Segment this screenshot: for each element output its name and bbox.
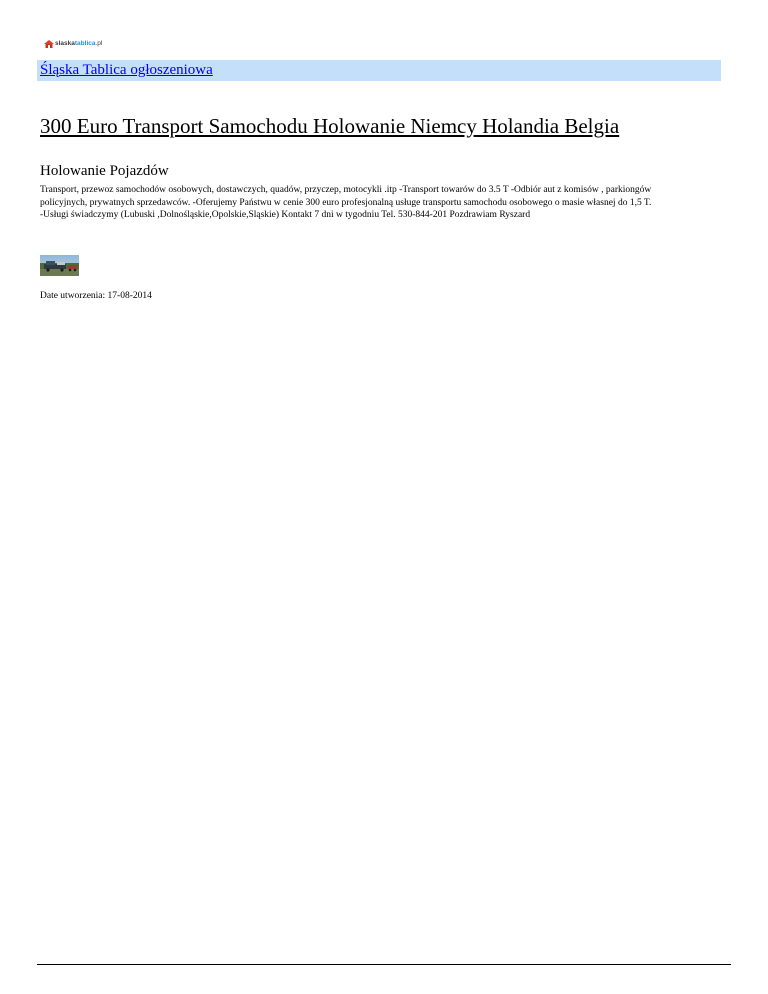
description-line: Transport, przewoz samochodów osobowych, dostawczych, quadów, przyczep, motocykli .itp -Transport towarów do 3.5 T -Odbiór aut z komisów , parkiongów <box>40 185 652 195</box>
site-home-link[interactable]: Śląska Tablica ogłoszeniowa <box>40 62 213 78</box>
description-line: policyjnych, prywatnych sprzedawców. -Oferujemy Państwu w cenie 300 euro profesjonalną usługe transportu samochodu osobowego o masie własnej do 1,5 T. <box>40 197 652 208</box>
logo-text: slaskatablica.pl <box>55 39 103 47</box>
listing-photo-thumbnail[interactable] <box>40 255 79 276</box>
creation-date: Date utworzenia: 17-08-2014 <box>40 291 152 301</box>
description-line: -Usługi świadczymy (Lubuski ,Dolnośląskie,Opolskie,Sląskie) Kontakt 7 dni w tygodniu Tel. 530-844-201 Pozdrawiam Ryszard <box>40 210 531 221</box>
house-logo-icon <box>44 40 54 48</box>
listing-description <box>40 184 730 222</box>
photo-image <box>40 255 79 276</box>
site-logo[interactable] <box>44 38 102 50</box>
site-header-bar <box>37 60 721 81</box>
listing-category: Holowanie Pojazdów <box>40 163 169 179</box>
listing-title: 300 Euro Transport Samochodu Holowanie Niemcy Holandia Belgia <box>40 114 620 138</box>
footer-divider <box>37 964 731 965</box>
